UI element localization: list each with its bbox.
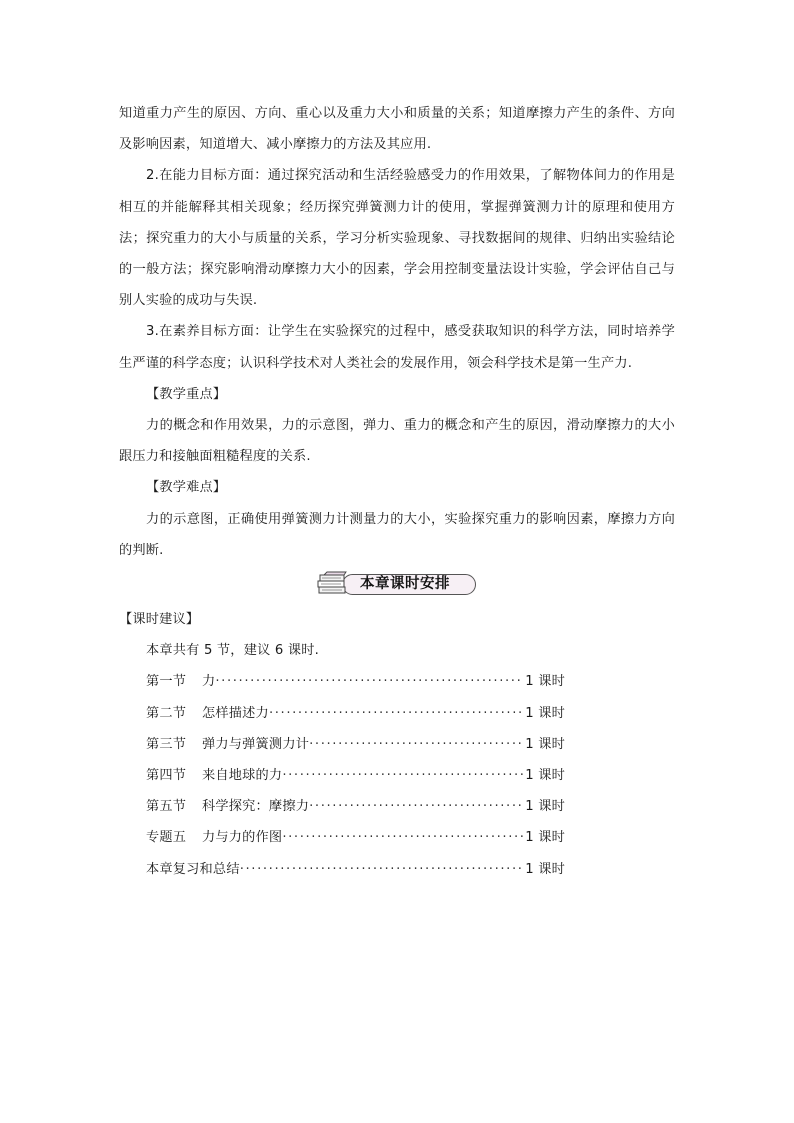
banner-graphic — [316, 571, 480, 598]
toc-leader — [309, 729, 523, 760]
toc-row — [119, 854, 565, 885]
toc-section: 第二节 — [146, 705, 187, 721]
key-points-heading: 【教学重点】 — [146, 386, 227, 402]
literacy-objective: 3.在素养目标方面：让学生在实验探究的过程中，感受获取知识的科学方法，同时培养学生严谨的科学态度；认识科学技术对人类社会的发展作用，领会科学技术是第一生产力. — [119, 324, 675, 371]
schedule-summary: 本章共有 5 节，建议 6 课时. — [146, 643, 320, 659]
toc-leader — [269, 698, 523, 729]
toc-row — [119, 729, 565, 760]
toc-section: 第四节 — [146, 768, 187, 784]
toc-hours: 1 课时 — [525, 830, 565, 846]
toc-title: 本章复习和总结 — [146, 861, 240, 877]
toc-hours: 1 课时 — [525, 674, 565, 690]
toc-hours: 1 课时 — [525, 799, 565, 815]
toc-leader — [215, 666, 523, 697]
toc-leader — [282, 822, 523, 853]
toc-hours: 1 课时 — [525, 736, 565, 752]
toc-row — [119, 698, 565, 729]
toc-hours: 1 课时 — [525, 861, 565, 877]
toc-hours: 1 课时 — [525, 768, 565, 784]
ability-objective: 2.在能力目标方面：通过探究活动和生活经验感受力的作用效果，了解物体间力的作用是相互的并能解释其相关现象；经历探究弹簧测力计的使用，掌握弹簧测力计的原理和使用方法；探究重力的大小与质量的关系，学习分析实验现象、寻找数据间的规律、归纳出实验结论的一般方法；探究影响滑动摩擦力大小的因素，学会用控制变量法设计实验，学会评估自己与别人实验的成功与失误. — [119, 168, 675, 309]
toc-section: 第一节 — [146, 674, 187, 690]
toc-section: 第三节 — [146, 736, 187, 752]
toc-hours: 1 课时 — [525, 705, 565, 721]
chapter-schedule-banner — [119, 566, 675, 604]
toc-title: 科学探究：摩擦力 — [202, 799, 310, 815]
difficulties-text: 力的示意图，正确使用弹簧测力计测量力的大小，实验探究重力的影响因素，摩擦力方向的判断. — [119, 511, 675, 558]
book-stack-icon — [316, 571, 350, 598]
toc-leader — [240, 854, 524, 885]
toc-row — [119, 760, 565, 791]
schedule-heading: 【课时建议】 — [119, 612, 200, 628]
toc-leader — [309, 791, 523, 822]
toc-title: 力与力的作图 — [202, 830, 283, 846]
toc-title: 来自地球的力 — [202, 768, 283, 784]
objective-continuation: 知道重力产生的原因、方向、重心以及重力大小和质量的关系；知道摩擦力产生的条件、方向及影响因素，知道增大、减小摩擦力的方法及其应用. — [119, 106, 675, 153]
toc-title: 力 — [202, 674, 216, 690]
toc-row — [119, 822, 565, 853]
page-content — [119, 98, 675, 885]
banner-title: 本章课时安排 — [360, 576, 450, 593]
toc-section: 专题五 — [146, 830, 187, 846]
toc-row — [119, 666, 565, 697]
key-points-text: 力的概念和作用效果，力的示意图，弹力、重力的概念和产生的原因，滑动摩擦力的大小跟压力和接触面粗糙程度的关系. — [119, 418, 675, 465]
difficulties-heading: 【教学难点】 — [146, 480, 227, 496]
toc-row — [119, 791, 565, 822]
toc-leader — [282, 760, 523, 791]
toc-section: 第五节 — [146, 799, 187, 815]
toc-title: 弹力与弹簧测力计 — [202, 736, 310, 752]
toc-title: 怎样描述力 — [202, 705, 269, 721]
